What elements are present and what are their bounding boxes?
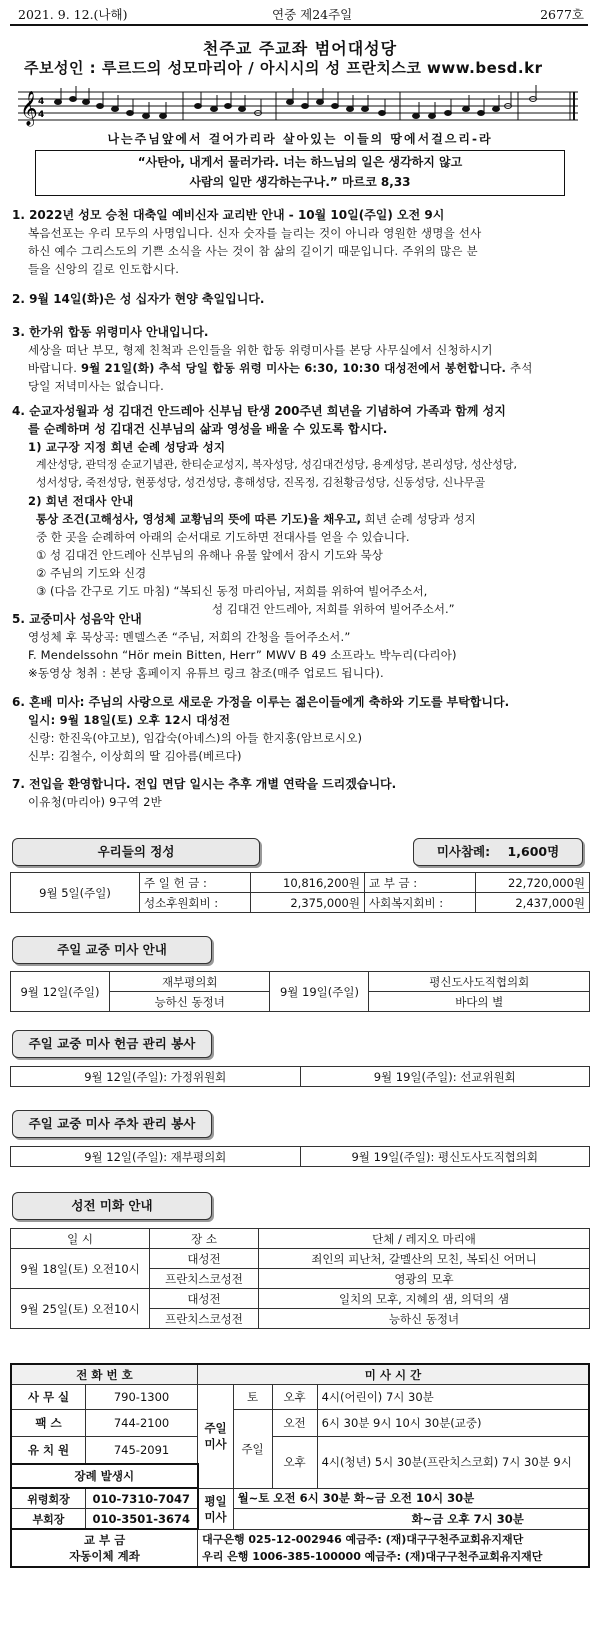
svg-text:4: 4: [38, 110, 45, 120]
notice-4-body: 성서성당, 죽전성당, 현풍성당, 성건성당, 흥해성당, 진목정, 김천황금성당, 신동성당, 신나무골: [36, 476, 486, 489]
table-row: 능하신 동정녀 바다의 별: [11, 992, 590, 1012]
notice-3-body: 바랍니다. 9월 21일(화) 추석 당일 합동 위령 미사는 6:30, 10:30 대성전에서 봉헌합니다. 추석: [28, 361, 533, 375]
notice-4-step: 성 김대건 안드레아, 저희를 위하여 빌어주소서.”: [212, 602, 455, 616]
notice-4-step: ③ (다음 간구로 기도 마침) “복되신 동정 마리아님, 저희를 위하여 빌어주소서,: [36, 584, 428, 598]
parking-service-label: 주일 교중 미사 주차 관리 봉사: [12, 1110, 212, 1138]
office-phone: 790-1300: [86, 1385, 198, 1410]
table-row: 프란치스코성전 능하신 동정녀: [11, 1309, 590, 1329]
notice-3-body: 당일 저녁미사는 없습니다.: [28, 379, 164, 393]
table-row: 부회장 010-3501-3674 화~금 오후 7시 30분: [11, 1509, 589, 1530]
cleaning-table: [10, 1228, 590, 1329]
notice-4: [12, 402, 588, 618]
notice-5-body: 영성체 후 묵상곡: 멘델스존 “주님, 저희의 간청을 들어주소서.”: [28, 630, 351, 644]
bank-accounts: 대구은행 025-12-002946 예금주: (재)대구구천주교회유지재단 우리 은행 1006-385-100000 예금주: (재)대구구천주교회유지재단: [198, 1529, 589, 1567]
notice-1-body: 하신 예수 그리스도의 기쁜 소식을 사는 것이 참 삶의 길이기 때문입니다. 주위의 많은 분: [28, 244, 478, 258]
notice-4-subheading: 1) 교구장 지정 희년 순례 성당과 성지: [28, 440, 226, 454]
kindergarten-phone: 745-2091: [86, 1437, 198, 1465]
table-row: 전 화 번 호 미 사 시 간: [11, 1364, 589, 1385]
notice-6-groom: 신랑: 한진욱(야고보), 임갑숙(아녜스)의 아들 한지홍(암브로시오): [28, 731, 363, 745]
cleaning-label: 성전 미화 안내: [12, 1192, 212, 1220]
table-row: 9월 25일(토) 오전10시 대성전 일치의 모후, 지혜의 샘, 의덕의 샘: [11, 1289, 590, 1309]
offering-table: [10, 872, 590, 913]
notice-6: [12, 693, 588, 765]
table-row: 일 시 장 소 단체 / 레지오 마리애: [11, 1229, 590, 1249]
notice-6-heading: 6. 혼배 미사: 주님의 사랑으로 새로운 가정을 이루는 젊은이들에게 축하와 기도를 부탁합니다.: [12, 695, 510, 709]
notice-4-body: 중 한 곳을 순례하여 아래의 순서대로 기도하면 전대사를 얻을 수 있습니다.: [36, 530, 410, 544]
quote-line-1: “사탄아, 내게서 물러가라. 너는 하느님의 일은 생각하지 않고: [137, 155, 463, 169]
notice-4-body: 통상 조건(고해성사, 영성체 교황님의 뜻에 따른 기도)을 채우고, 희년 순례 성당과 성지: [36, 512, 476, 526]
notice-1-body: 복음선포는 우리 모두의 사명입니다. 신자 숫자를 늘리는 것이 아니라 영원한 생명을 선사: [28, 226, 482, 240]
attendance-badge: 미사참례: 1,600명: [413, 838, 583, 866]
notice-7-heading: 7. 전입을 환영합니다. 전입 면담 일시는 추후 개별 연락을 드리겠습니다.: [12, 777, 397, 791]
notice-7-body: 이유청(마리아) 9구역 2반: [28, 795, 162, 809]
mass-guide-label: 주일 교중 미사 안내: [12, 936, 212, 964]
attendance-value: 1,600명: [507, 844, 560, 859]
funeral-phone-2: 010-3501-3674: [86, 1509, 198, 1530]
svg-text:4: 4: [38, 97, 45, 107]
contact-mass-table: [10, 1363, 590, 1568]
offering-service-table: [10, 1066, 590, 1087]
table-row: 사 무 실 790-1300 주일 미사 토 오후 4시(어린이) 7시 30분: [11, 1385, 589, 1410]
table-row: 프란치스코성전 영광의 모후: [11, 1269, 590, 1289]
notice-1-body: 들을 신앙의 길로 인도합시다.: [28, 262, 180, 276]
notice-1: [12, 206, 588, 278]
notice-4-body: 계산성당, 관덕정 순교기념관, 한티순교성지, 복자성당, 성김대건성당, 용계성당, 본리성당, 성산성당,: [36, 458, 517, 471]
notice-5-body: ※동영상 청취 : 본당 홈페이지 유튜브 링크 참조(매주 업로드 됩니다).: [28, 666, 384, 680]
notice-6-date: 일시: 9월 18일(토) 오후 12시 대성전: [28, 713, 231, 727]
table-row: 장례 발생시: [11, 1464, 589, 1488]
table-row: 유 치 원 745-2091 오후 4시(청년) 5시 30분(프란치스코회) 7시 30분 9시: [11, 1437, 589, 1465]
table-row: 위령회장 010-7310-7047 평일 미사 월~토 오전 6시 30분 화~금 오전 10시 30분: [11, 1488, 589, 1509]
gospel-quote: [35, 150, 565, 196]
notice-3-heading: 3. 한가위 합동 위령미사 안내입니다.: [12, 325, 209, 339]
mass-guide-table: [10, 971, 590, 1012]
bulletin-date: 2021. 9. 12.(나해): [18, 7, 128, 22]
table-row: 9월 5일(주일) 주 일 헌 금 : 10,816,200원 교 부 금 : 22,720,000원: [11, 873, 590, 893]
svg-text:𝄞: 𝄞: [20, 91, 38, 126]
notice-1-heading: 1. 2022년 성모 승천 대축일 예비신자 교리반 안내 - 10월 10일(주일) 오전 9시: [12, 208, 445, 222]
issue-number: 2677호: [540, 7, 584, 22]
notice-3: [12, 323, 588, 395]
table-row: [11, 1529, 589, 1567]
offering-label: 우리들의 정성: [12, 838, 260, 866]
notice-4-subheading: 2) 희년 전대사 안내: [28, 494, 134, 508]
bulletin-header: [10, 2, 588, 26]
notice-7: [12, 775, 588, 811]
notice-3-body: 세상을 떠난 부모, 형제 친척과 은인들을 위한 합동 위령미사를 본당 사무실에서 신청하시기: [28, 343, 493, 357]
notice-4-step: ① 성 김대건 안드레아 신부님의 유해나 유물 앞에서 잠시 기도와 묵상: [36, 548, 383, 562]
table-row: 9월 12일(주일): 가정위원회 9월 19일(주일): 선교위원회: [11, 1067, 590, 1087]
parking-service-table: [10, 1146, 590, 1167]
liturgical-week: 연중 제24주일: [272, 7, 353, 22]
patron-saints: 주보성인 : 루르드의 성모마리아 / 아시시의 성 프란치스코 www.besd.kr: [24, 59, 543, 77]
quote-line-2: 사람의 일만 생각하는구나.” 마르코 8,33: [189, 175, 411, 189]
notice-4-step: ② 주님의 기도와 신경: [36, 566, 147, 580]
funeral-phone-1: 010-7310-7047: [86, 1488, 198, 1509]
notice-5-body: F. Mendelssohn “Hör mein Bitten, Herr” MWV B 49 소프라노 박누리(다리아): [28, 648, 457, 662]
fax-number: 744-2100: [86, 1410, 198, 1437]
offering-service-label: 주일 교중 미사 헌금 관리 봉사: [12, 1030, 212, 1058]
bank-label: 교 부 금 자동이체 계좌: [11, 1529, 198, 1567]
table-row: 팩 스 744-2100 주일 오전 6시 30분 9시 10시 30분(교중): [11, 1410, 589, 1437]
notice-5-heading: 5. 교중미사 성음악 안내: [12, 612, 142, 626]
notice-4-heading: 를 순례하며 성 김대건 신부님의 삶과 영성을 배울 수 있도록 합시다.: [28, 422, 388, 436]
table-row: 9월 12일(주일) 재부평의회 9월 19일(주일) 평신도사도직협의회: [11, 972, 590, 992]
table-row: 9월 18일(토) 오전10시 대성전 죄인의 피난처, 갈멜산의 모친, 복되신 어머니: [11, 1249, 590, 1269]
notice-4-heading: 4. 순교자성월과 성 김대건 안드레아 신부님 탄생 200주년 희년을 기념하여 가족과 함께 성지: [12, 404, 506, 418]
music-staff-icon: [18, 84, 578, 128]
page-title: 천주교 주교좌 범어대성당: [202, 39, 398, 58]
hymn-lyrics: 나는주님앞에서 걸어가리라 살아있는 이들의 땅에서걸으리-라: [107, 132, 493, 146]
notice-5: [12, 610, 588, 682]
notice-2: [12, 290, 588, 308]
table-row: 성소후원회비 : 2,375,000원 사회복지회비 : 2,437,000원: [11, 893, 590, 913]
notice-2-heading: 2. 9월 14일(화)은 성 십자가 현양 축일입니다.: [12, 292, 265, 306]
notice-6-bride: 신부: 김철수, 이상희의 딸 김아름(베르다): [28, 749, 242, 763]
table-row: 9월 12일(주일): 재부평의회 9월 19일(주일): 평신도사도직협의회: [11, 1147, 590, 1167]
